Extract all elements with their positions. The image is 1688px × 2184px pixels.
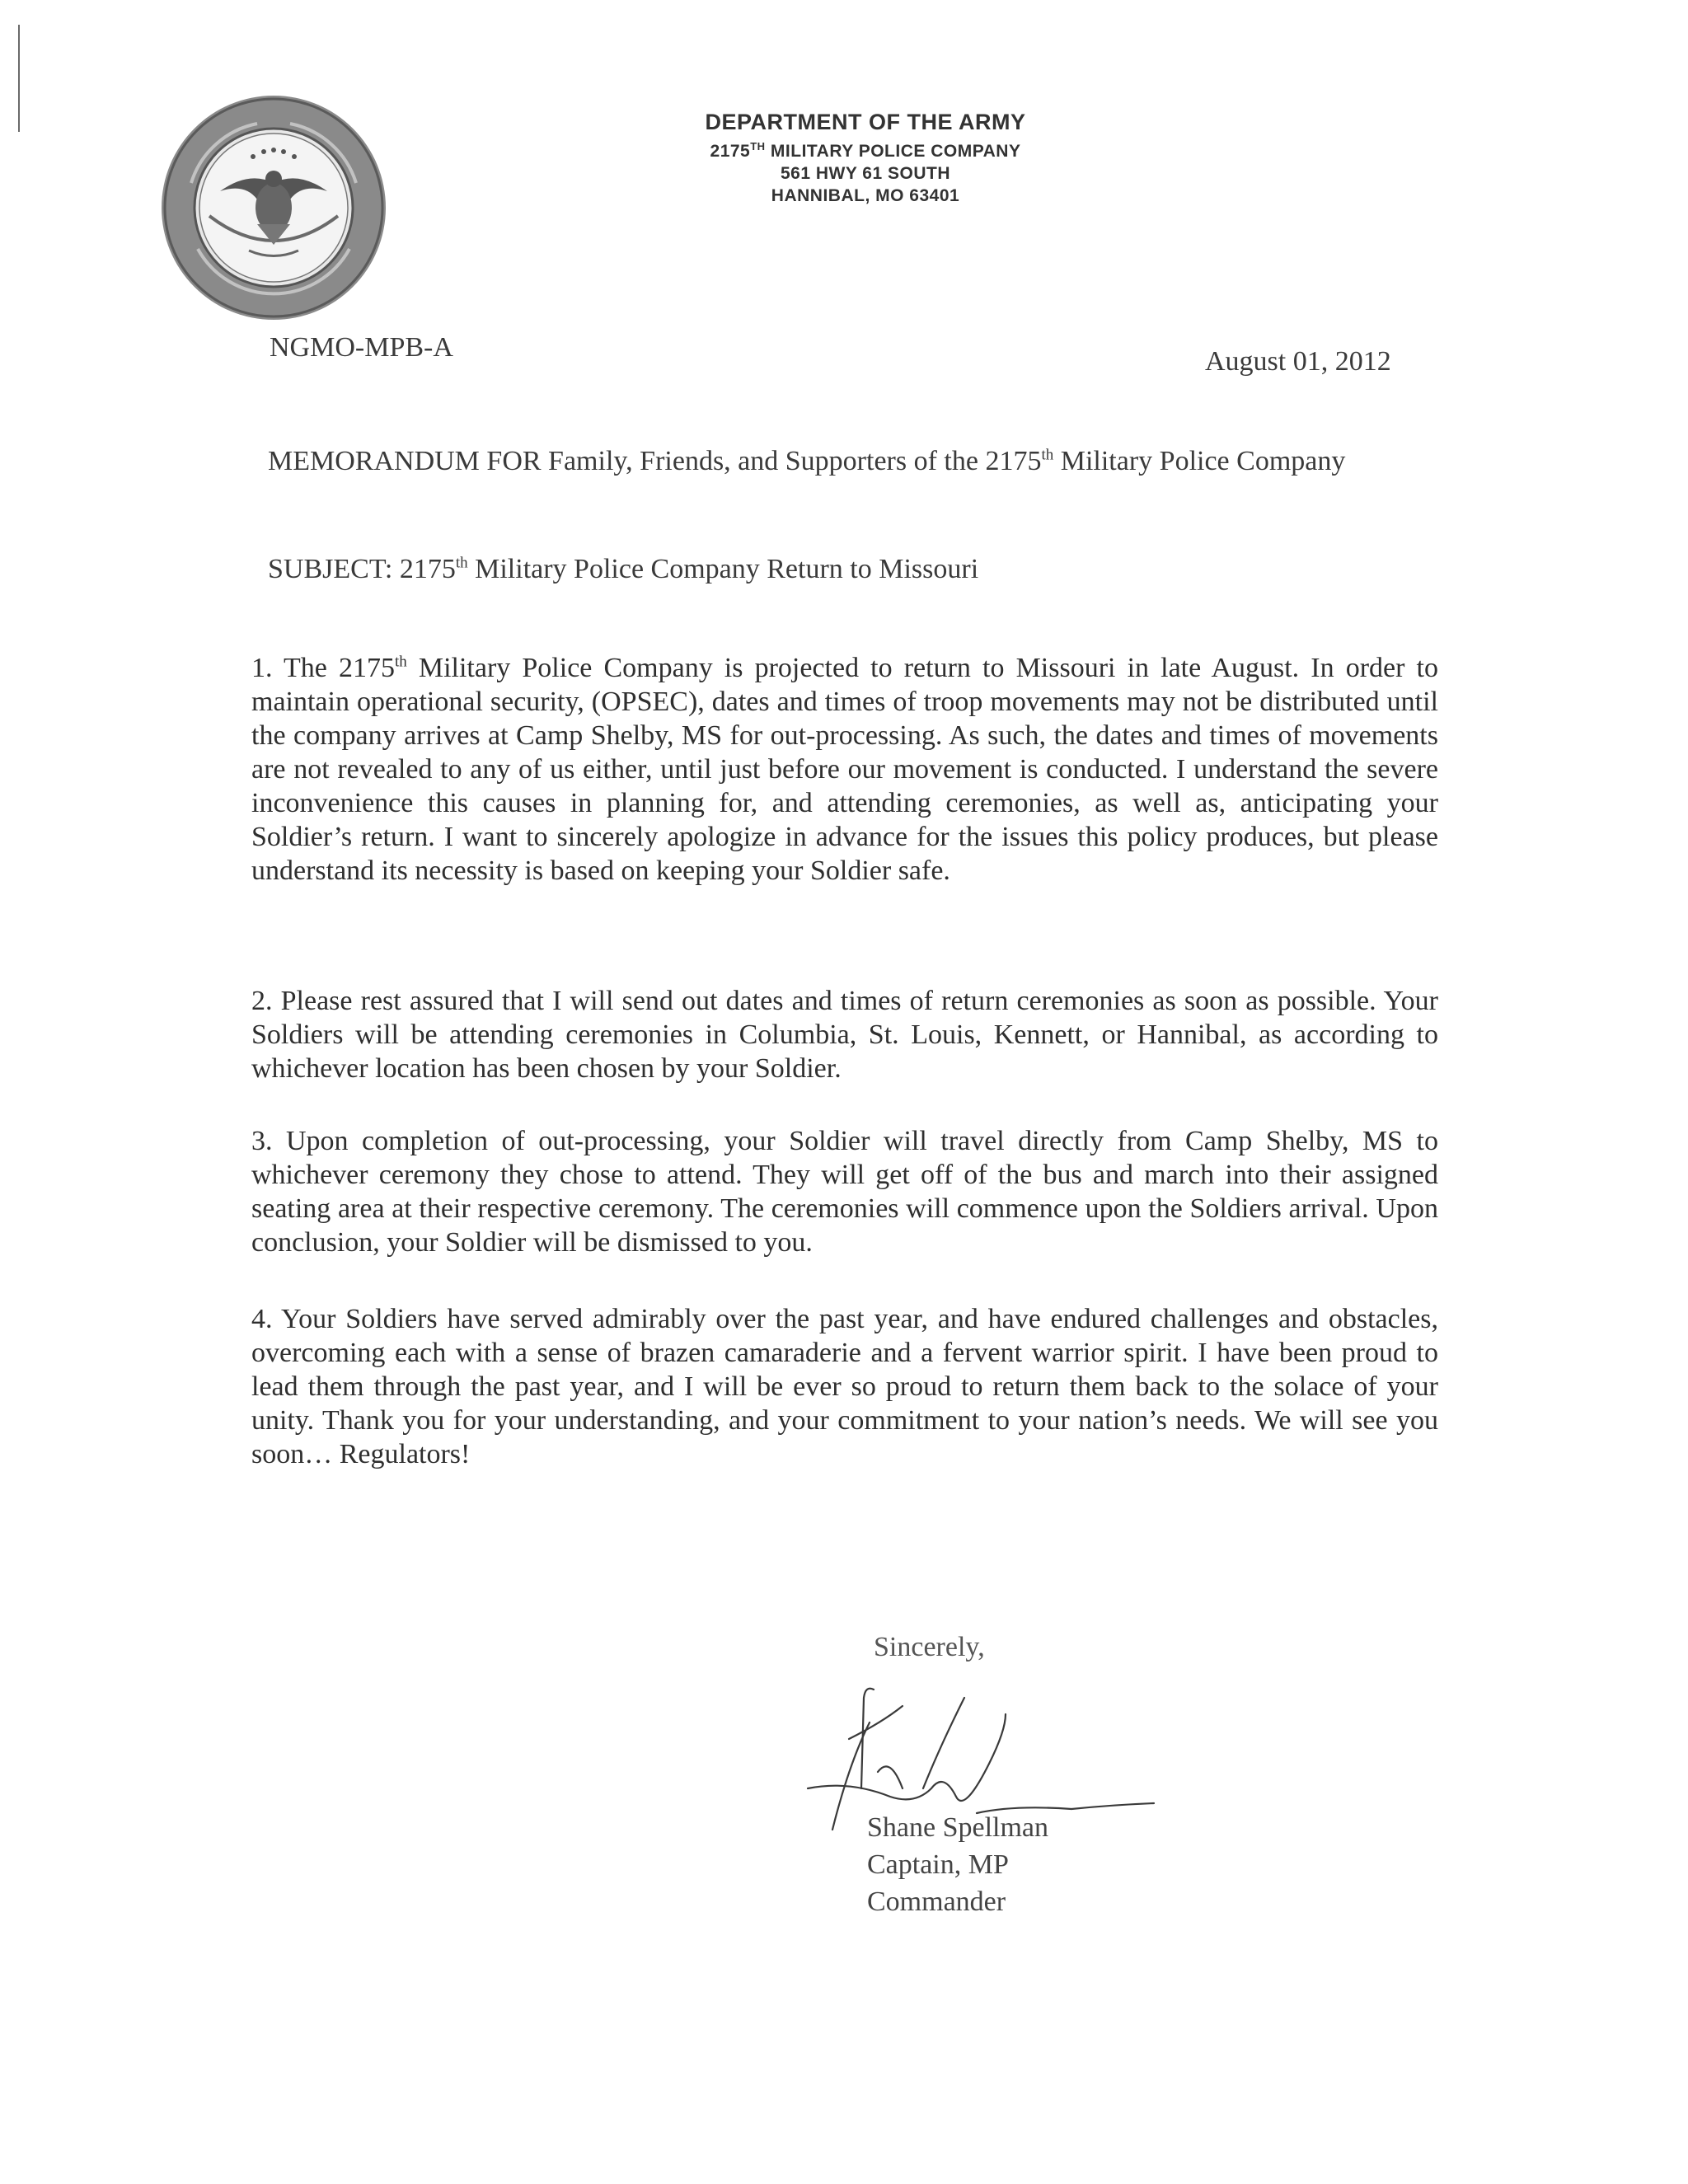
dod-seal-icon <box>158 92 389 323</box>
memo-for-suffix: th <box>1041 446 1054 464</box>
signature-block <box>867 1809 1048 1920</box>
paragraph-1-suffix: th <box>394 653 407 671</box>
subject-tail: Military Police Company Return to Missouri <box>467 554 979 584</box>
unit-number: 2175 <box>710 142 751 161</box>
memo-for-lead: MEMORANDUM FOR Family, Friends, and Supporters of the 2175 <box>268 446 1042 476</box>
memo-for-line <box>268 445 1430 478</box>
subject-suffix: th <box>455 554 468 572</box>
paragraph-4: 4. Your Soldiers have served admirably over the past year, and have endured challenges and obstacles, overcoming each with a sense of brazen camaraderie and a fervent warrior spirit. I have been proud to lead them through the past year, and I will be ever so proud to return them back to the solace of your unity. Thank you for your understanding, and your commitment to your nation’s needs. We will see you soon… Regulators! <box>251 1304 1438 1469</box>
signer-name: Shane Spellman <box>867 1812 1049 1843</box>
signer-position: Commander <box>867 1886 1006 1917</box>
subject-lead: SUBJECT: 2175 <box>268 554 456 584</box>
scan-edge-mark <box>18 25 20 132</box>
paragraph-1-tail: Military Police Company is projected to return to Missouri in late August. In order to maintain operational security, (OPSEC), dates and times of troop movements may not be distributed until the company arrives at Camp Shelby, MS for out-processing. As such, the dates and times of movements are not revealed to any of us either, until just before our movement is conducted. I understand the severe inconvenience this causes in planning for, and attending ceremonies, as well as, anticipating your Soldier’s return. I want to sincerely apologize in advance for the issues this policy produces, but please understand its necessity is based on keeping your Soldier safe. <box>251 653 1439 886</box>
unit-name: MILITARY POLICE COMPANY <box>770 142 1021 161</box>
paragraph-1 <box>251 651 1438 888</box>
memo-date: August 01, 2012 <box>1205 346 1391 377</box>
letterhead <box>511 109 1220 207</box>
unit-suffix: TH <box>750 140 766 152</box>
closing: Sincerely, <box>874 1632 985 1662</box>
paragraph-3: 3. Upon completion of out-processing, your Soldier will travel directly from Camp Shelby, MS to whichever ceremony they chose to attend. They will get off of the bus and march into their assigned seating area at their respective ceremony. The ceremonies will commence upon the Soldiers arrival. Upon conclusion, your Soldier will be dismissed to you. <box>251 1126 1438 1258</box>
office-symbol: NGMO-MPB-A <box>270 332 453 363</box>
letterhead-title: DEPARTMENT OF THE ARMY <box>705 110 1026 134</box>
memo-for-tail: Military Police Company <box>1053 446 1346 476</box>
letterhead-city: HANNIBAL, MO 63401 <box>771 186 960 205</box>
letterhead-unit <box>511 135 1220 162</box>
subject-line <box>268 554 1430 585</box>
paragraph-1-lead: 1. The 2175 <box>251 653 395 683</box>
letterhead-street: 561 HWY 61 SOUTH <box>780 164 950 183</box>
paragraph-2: 2. Please rest assured that I will send out dates and times of return ceremonies as soon as possible. Your Soldiers will be attending ceremonies in Columbia, St. Louis, Kennett, or Hannibal, as according to whichever location has been chosen by your Soldier. <box>251 986 1438 1084</box>
signer-rank: Captain, MP <box>867 1849 1009 1880</box>
